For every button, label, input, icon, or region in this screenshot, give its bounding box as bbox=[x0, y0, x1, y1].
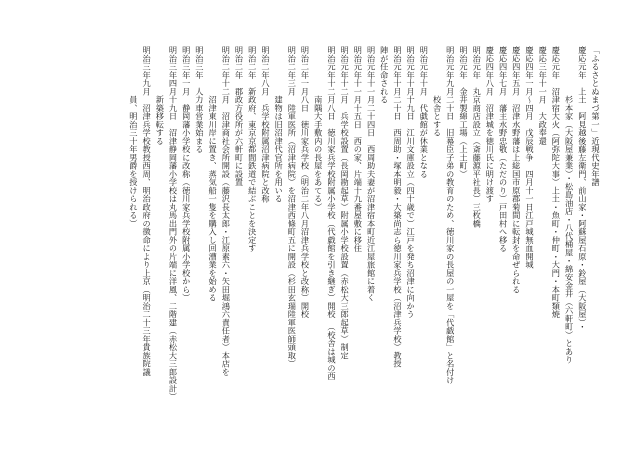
chronology-line: 慶応四年一月～四月 戊辰戦争 四月十一日江戸城無血開城 bbox=[524, 46, 535, 269]
chronology-line: 陣が任命される bbox=[379, 46, 390, 104]
chronology-line: 慶応四年五月 沼津水野藩は上総国市原郡菊間に転封を命ぜられる bbox=[511, 46, 522, 294]
chronology-line: 明治元年十一月十五日 西の家、片端十九番屋敷に移住 bbox=[353, 46, 364, 253]
chronology-line: 明治元年十月十九日 江川文庫設立（四十歳で）江戸を発ち沼津に向かう bbox=[406, 46, 417, 319]
chronology-line: 明治元年九月二十日 旧幕臣子弟の教育のため、徳川家の長屋の一屋を「代戯館」と名付け bbox=[445, 46, 456, 385]
chronology-line: 明治三年 人力車営業始まる bbox=[194, 46, 205, 154]
chronology-line: 建物は旧沼津代官所を用いる bbox=[274, 46, 285, 203]
document-title: 「ふるさとぬまづ第一」近現代史年譜 bbox=[591, 46, 601, 187]
chronology-line: 明治二年八月 兵学校附属沼津病院と改称 bbox=[260, 46, 271, 203]
chronology-line: 明治元年十二月 兵学校設置（長岡勘起草）附属小学校設置（赤松大三郎起草）制定 bbox=[340, 46, 351, 360]
chronology-line: 明治三年一月 静岡藩小学校に改称（徳川家兵学校附属小学校から） bbox=[181, 46, 192, 302]
chronology-line: 新築移転する bbox=[155, 46, 166, 145]
chronology-line: 明治二年三月 陸軍医所（沼津病院）を沼津西條町五に開設（杉田玄瑞陸軍医師頭取） bbox=[287, 46, 298, 368]
chronology-line: 校舎とする bbox=[432, 46, 443, 137]
chronology-line: 明治元年 金井製綿工場（上土町） bbox=[458, 46, 469, 178]
chronology-line: 明治二年一月八日 徳川家兵学校（明治二年八月沼津兵学校と改称）開校 bbox=[300, 46, 311, 319]
chronology-line: 明治二年 新政府、東京京都間鉄道で結ぶことを決定す bbox=[247, 46, 258, 253]
chronology-line: 明治元年十月二十日 西周助・塚本明毅・大築尚志ら徳川家兵学校（沼津兵学校）教授 bbox=[392, 46, 403, 368]
chronology-line: 明治元年十一月二十四日 西周助夫妻が沼津宿本町近江屋旅館に着く bbox=[366, 46, 377, 302]
chronology-line: 明治元年十二月八日 徳川家兵学校附属小学校（代戯館を引き継ぎ）開校 （校舎は城の西 bbox=[326, 46, 337, 381]
chronology-line: 明治二年 郡政方役所が六軒町に設置 bbox=[234, 46, 245, 187]
chronology-line: 杉本家（大阪屋兼業）・松島油店・八代桶屋・綿安金井（六軒町）とあり bbox=[564, 46, 575, 364]
chronology-line: 慶応四年八月 沼津城を徳川氏に明け渡す bbox=[485, 46, 496, 203]
chronology-line: 慶応元年 沼津宿大火（阿弥陀大事）上土・魚町・仲町・大門・本町類焼 bbox=[551, 46, 562, 319]
chronology-line: 明治元年 丸京商店設立（斎藤源平社長）三枚橋 bbox=[472, 46, 483, 228]
chronology-line: 明治元年十月 代戯館が休業となる bbox=[419, 46, 430, 178]
chronology-line: 明治二年十二月 沼津商社会所開設（藤沢長太郎・江原素六・矢田堀鴻六責任者）本店を bbox=[221, 46, 232, 376]
chronology-line: 明治三年四月十九日 沼津静岡藩小学校は丸馬出門外の片端に洋風、二階建（赤松大三郎設計） bbox=[168, 46, 179, 401]
chronology-line: 慶応三年十一月 大政奉還 bbox=[538, 46, 549, 145]
chronology-line: 慶応四年七月 藩主水野忠敬（ただのり）戸田村へ移る bbox=[498, 46, 509, 253]
chronology-line: 慶応元年 上土 阿見越後藤左衛門、前山家・阿蘇屋石原・鈴屋（大阪屋）・ bbox=[577, 46, 588, 331]
chronology-line: 明治三年九月 沼津兵学校教授西周、明治政府の徴命により上京（明治二十三年貴族院議 bbox=[142, 46, 153, 376]
chronology-line: 沼津東川岸に置き、蒸気船一隻を購入し回漕業を始める bbox=[208, 46, 219, 302]
chronology-text bbox=[127, 46, 602, 426]
chronology-line: 員、明治三十年男爵を授けられる） bbox=[128, 46, 139, 228]
chronology-line: 南隅大手敷内の長屋をあてる） bbox=[313, 46, 324, 211]
